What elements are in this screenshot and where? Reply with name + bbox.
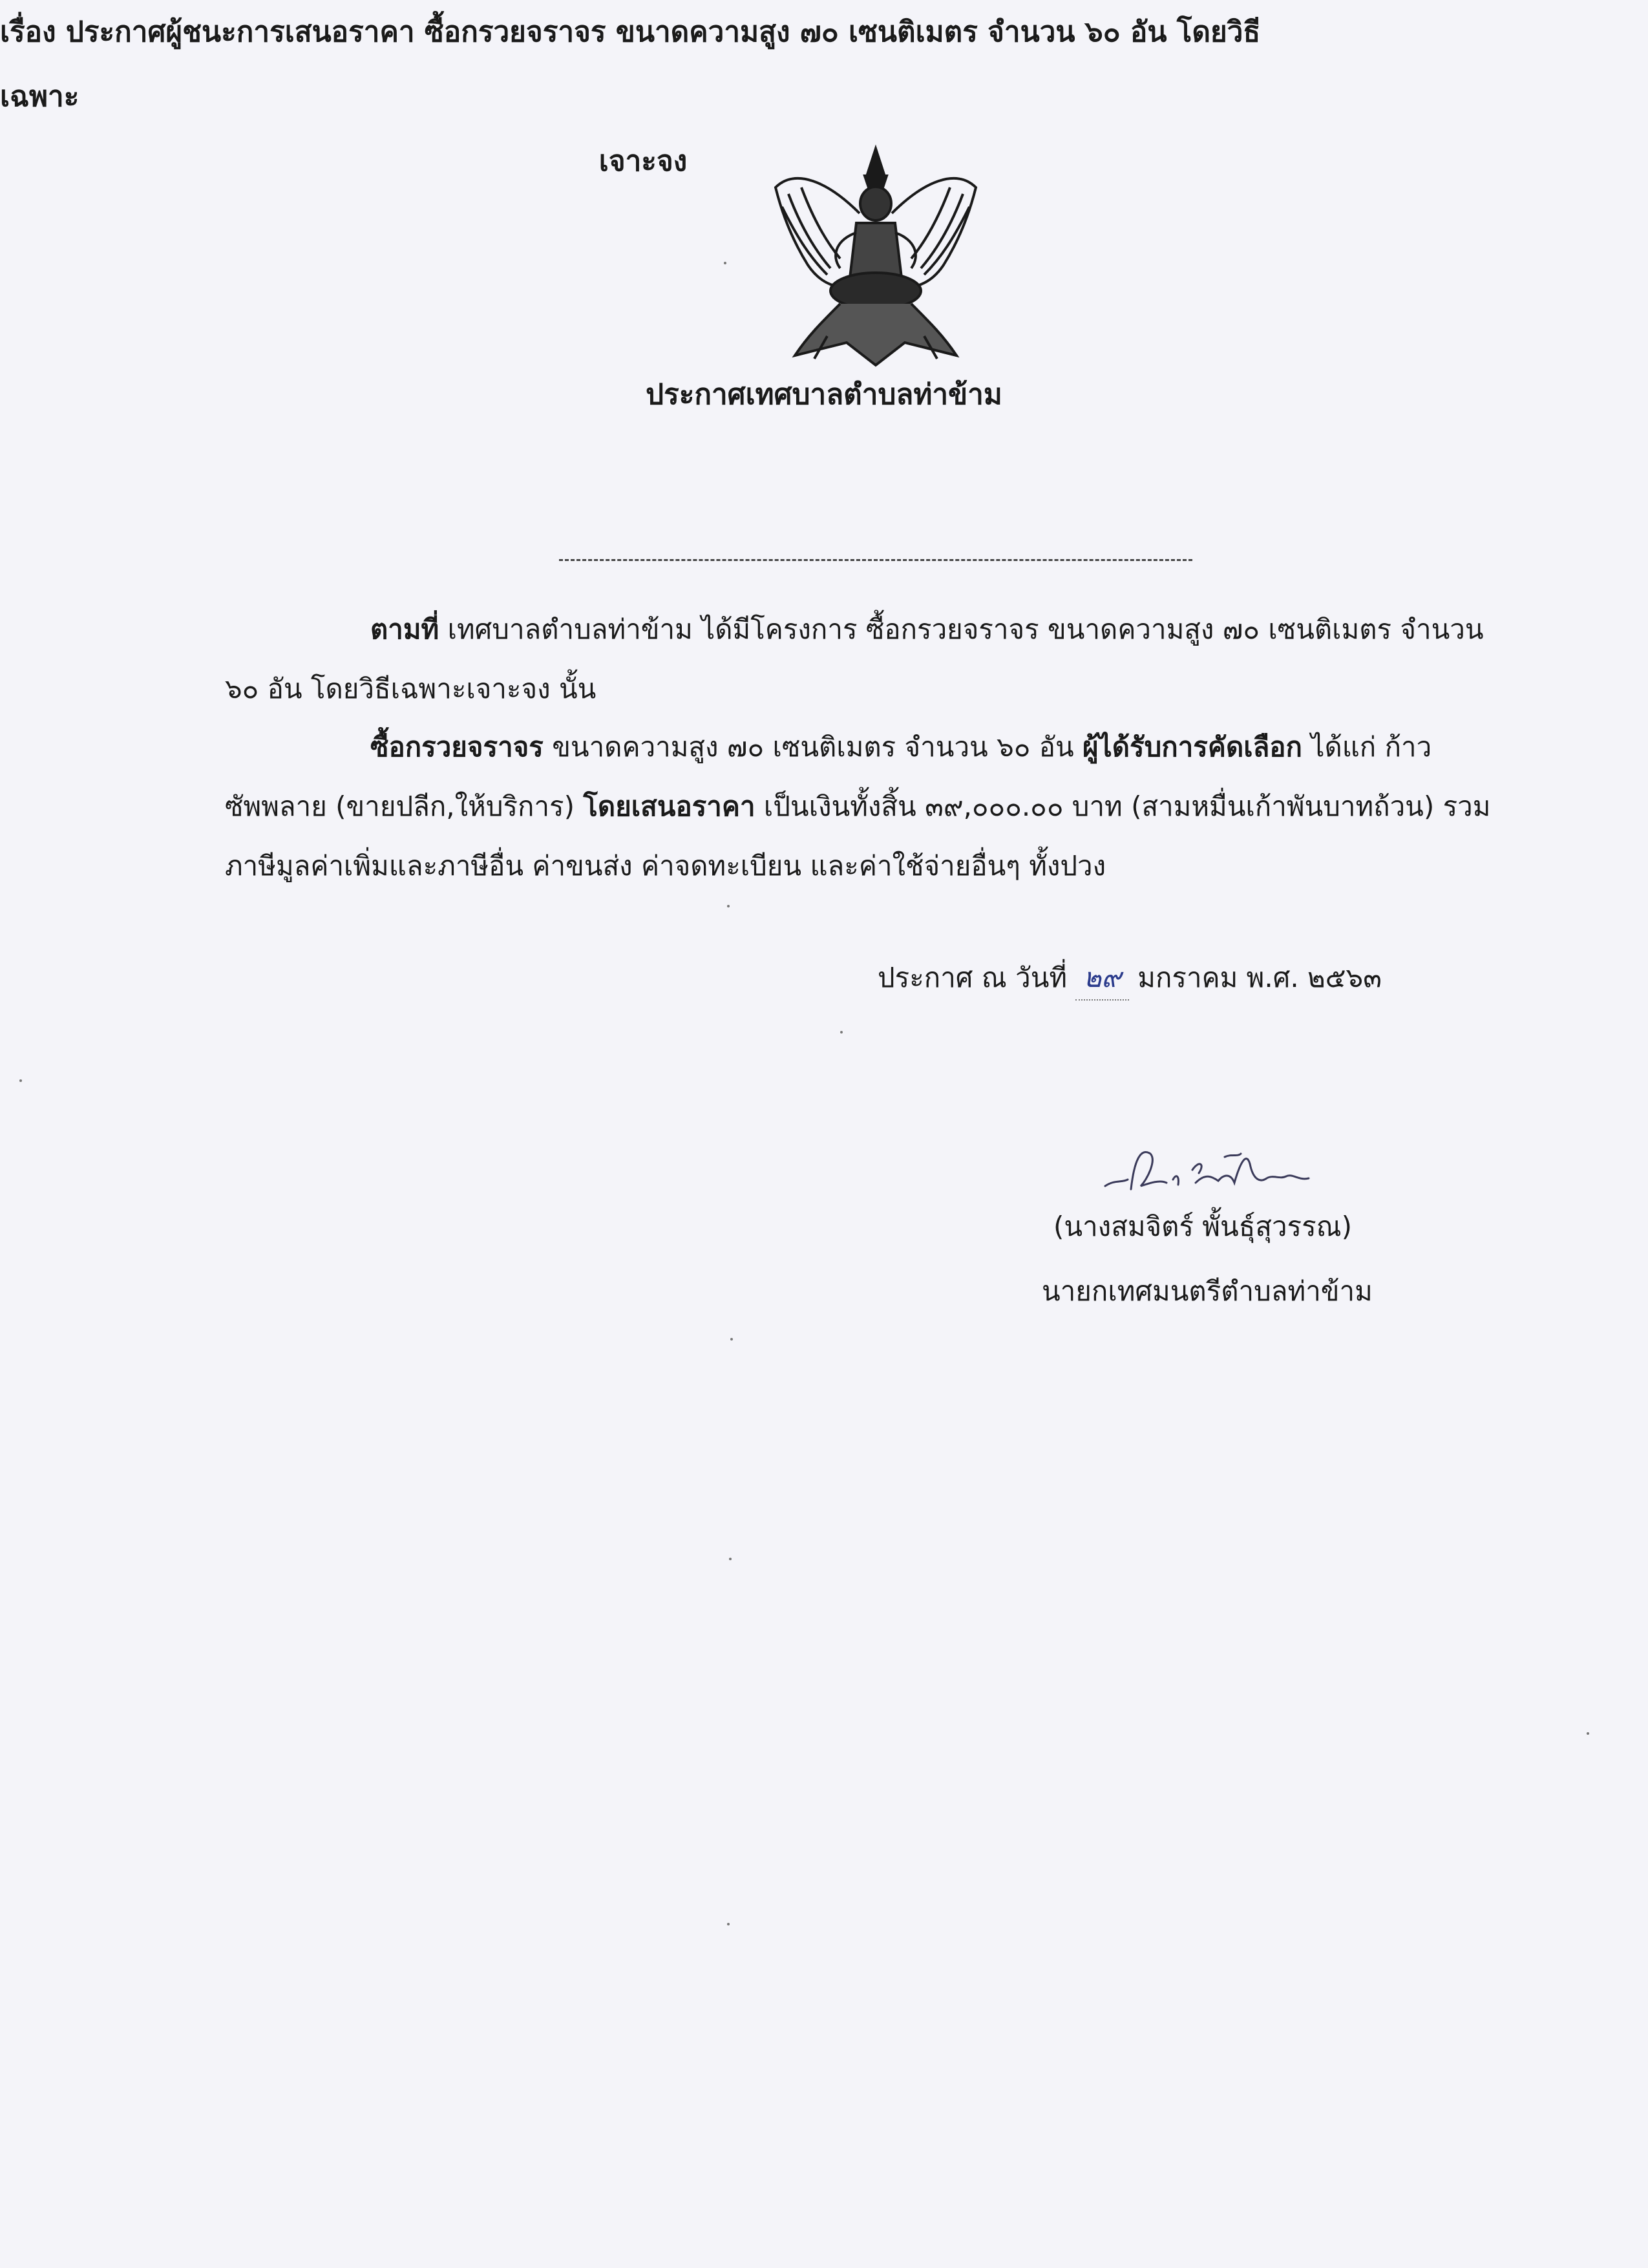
signatory-position: นายกเทศมนตรีตำบลท่าข้าม	[1042, 1275, 1373, 1307]
scan-speck	[727, 905, 730, 907]
paragraph-1	[225, 600, 1511, 719]
announcement-date	[878, 957, 1382, 1001]
handwritten-signature-icon	[1102, 1134, 1315, 1205]
scan-speck	[1587, 1732, 1589, 1735]
date-prefix: ประกาศ ณ วันที่	[878, 962, 1068, 993]
announcement-subject	[0, 0, 1286, 194]
scan-speck	[727, 1923, 730, 1925]
subject-line-1: เรื่อง ประกาศผู้ชนะการเสนอราคา ซื้อกรวยจราจร ขนาดความสูง ๗๐ เซนติเมตร จำนวน ๖๐ อัน โดยวิธีเฉพาะ	[0, 16, 1261, 113]
subject-line-2: เจาะจง	[598, 145, 688, 178]
para2-c: ได้แก่ ก้าว ซัพพลาย (ขายปลีก,ให้บริการ)	[225, 731, 1432, 822]
para2-e: เป็นเงินทั้งสิ้น ๓๙,๐๐๐.๐๐ บาท (สามหมื่นเก้าพันบาทถ้วน) รวมภาษีมูลค่าเพิ่มและภาษีอื่น ค่าขนส่ง ค่าจดทะเบียน และค่าใช้จ่ายอื่นๆ ทั้งปวง	[225, 790, 1491, 882]
date-rest: มกราคม พ.ศ. ๒๕๖๓	[1128, 962, 1382, 993]
scan-speck	[724, 262, 726, 264]
para1-lead: ตามที่	[370, 613, 439, 645]
scan-speck	[19, 1079, 22, 1082]
scan-speck	[730, 1338, 733, 1341]
para2-d: โดยเสนอราคา	[583, 790, 755, 822]
para2-lead: ซื้อกรวยจราจร	[370, 731, 544, 763]
scan-speck	[840, 1031, 843, 1033]
scan-speck	[729, 1558, 732, 1560]
para1-text: เทศบาลตำบลท่าข้าม ได้มีโครงการ ซื้อกรวยจราจร ขนาดความสูง ๗๐ เซนติเมตร จำนวน ๖๐ อัน โดยวิธีเฉพาะเจาะจง นั้น	[225, 613, 1484, 705]
paragraph-2	[225, 717, 1511, 896]
para2-b: ผู้ได้รับการคัดเลือก	[1083, 731, 1302, 763]
divider-line	[559, 559, 1192, 561]
announcement-title: ประกาศเทศบาลตำบลท่าข้าม	[646, 378, 1002, 411]
date-day: ๒๙	[1075, 957, 1128, 1001]
para2-a: ขนาดความสูง ๗๐ เซนติเมตร จำนวน ๖๐ อัน	[543, 731, 1083, 763]
garuda-emblem-icon	[769, 142, 982, 375]
signatory-name: (นางสมจิตร์ พั้นธุ์สุวรรณ)	[1053, 1211, 1353, 1242]
